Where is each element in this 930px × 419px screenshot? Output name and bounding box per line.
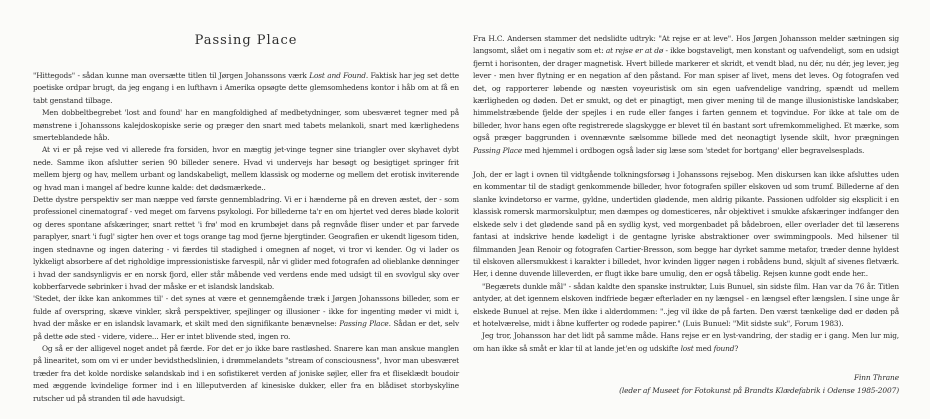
paragraph [473, 169, 899, 281]
text-run: lost [680, 343, 694, 353]
text-run: ? [734, 343, 739, 353]
paragraph [473, 281, 899, 331]
text-run: - ikke bogstaveligt, men konstant og uafvendeligt, som en udsigt fjernt i horisonten, der drager magnetisk. Hvert billede markerer et skridt, et vendt blad, nu dér, nu dér, jeg lever, jeg lever - men hver flytning er en negation af den påstand. For man spiser af livet, mens det leves. Og fotografen ved det, og rapporterer løbende og næsten voyeuristisk om sin egen uafvendelige vandring, spændt ud mellem kærligheden og døden. Det er smukt, og det er pinagtigt, men giver mening til de mange illusionistiske landskaber, himmelstræbende fjelde der spejles i en rude eller fanges i farten gennem et togvindue. For ikke at tale om de billeder, hvor hans egen ofte registrerede slagskygge er blevet til én bastant sort ufremkommelighed. Et mærke, som også præger baggrunden i ovennævnte sælsomme billede med det neonagtigt lysende skilt, hvor prægningen [473, 46, 899, 143]
text-run: Passing Place [473, 145, 523, 155]
text-run: found [713, 343, 735, 353]
right-page-column [473, 33, 899, 397]
paragraph [33, 343, 459, 405]
left-page-column [33, 33, 459, 405]
text-run: Passing Place [339, 319, 389, 329]
text-run: . Faktisk har jeg set dette poetiske ordpar brugt, da jeg engang i en lufthavn i Amerika opsøgte dette glemsomhedens kontor i håb om at få en tabt genstand tilbage. [33, 71, 459, 105]
paragraph [33, 107, 459, 144]
paragraph [33, 144, 459, 194]
text-run: . Sådan er det, selv på dette øde sted - videre, videre... Her er intet blivende sted, ingen ro. [33, 319, 459, 341]
signature-name: Finn Thrane [853, 373, 899, 383]
text-run: Men dobbeltbegrebet 'lost and found' har en mangfoldighed af medbetydninger, som ubesværet tegner med på mønstrene i Johanssons kalejdoskopiske serie og præger den snart med tabets melankoli, snart med kærlighedens smerteblandede håb. [33, 108, 459, 143]
text-run: Jeg tror, Johansson har det lidt på samme måde. Hans rejse er en lyst-vandring, der stadig er i gang. Men lur mig, om han ikke så småt er klar til at lande jet'en og udskifte [473, 331, 899, 353]
signature-role: (leder af Museet for Fotokunst på Brandts Klædefabrik i Odense 1985-2007) [619, 386, 899, 396]
text-run: Lost and Found [309, 71, 366, 80]
text-run: med [693, 343, 714, 353]
text-run: At vi er på rejse ved vi allerede fra forsiden, hvor en mægtig jet-vinge tegner sine triangler over skyhavet dybt nede. Samme ikon afslutter serien 90 billeder senere. Hvad vi undervejs har besøgt og besigtiget springer frit mellem bjerg og hav, mellem urbant og landskabeligt, mellem klassisk og moderne og mellem det erotisk inviterende og hvad man i mangel af bedre kunne kalde: det dødsmærkede.. [33, 145, 459, 192]
text-run: "Hittegods" - sådan kunne man oversætte titlen til Jørgen Johanssons værk [33, 71, 310, 80]
text-run: "Begærets dunkle mål" - sådan kaldte den spanske instruktør, Luis Bunuel, sin sidste film. Han var da 76 år. Titlen antyder, at det igennem elskoven indfriede begær efterlader en ny længsel - en længsel efter længslen. I sine unge år elskede Bunuel at rejse. Men ikke i alderdommen: "..jeg vil ikke dø på farten. Den værst tænkelige død er døden på et hotelværelse, midt i åbne kufferter og rodede papirer." (Luis Bunuel: "Mit sidste suk", Forum 1983). [473, 281, 899, 328]
paragraph [473, 33, 899, 157]
signature-block [473, 371, 899, 397]
paragraph [33, 70, 459, 107]
text-run: Fra H.C. Andersen stammer det nedslidte udtryk: "At rejse er at leve". Hos Jørgen Johansson melder sætningen sig langsomt, slået om i negativ som et: [473, 34, 899, 56]
text-run: Joh, der er lagt i ovnen til vidtgående tolkningsforsøg i Johanssons rejsebog. Men diskursen kan ikke afsluttes uden en kommentar til de stadigt genkommende billeder, hvor fotografen spiller elskoven ud som trumf. Billederne af den slanke kvindetorso er varme, gyldne, undertiden glødende, men aldrig pikante. Passionen udfolder sig eksplicit i en klassisk romersk marmorskulptur, men dæmpes og domesticeres, når objektivet i smukke afskæringer indfanger den elskede selv i det glødende sand på en sydlig kyst, ved morgenbadet på bådebroen, eller overlader det til læserens fantasi at indskrive hende kødeligt i de gentagne lyriske abstraktioner over swimmingpools. Med hilsener til filmmanden Jean Renoir og fotografen Cartier-Bresson, som begge har dyrket samme metafor, træder denne hyldest til elskoven allersmukkest i karakter i billedet, hvor kvinden ligger nøgen i robådens bund, skjult af sivenes fletværk. Her, i denne duvende lilleverden, er flugt ikke bare umulig, den er også tåbelig. Rejsen kunne godt ende her.. [473, 170, 899, 279]
text-run: at rejse er at dø [605, 46, 664, 56]
page-title: Passing Place [194, 33, 298, 48]
text-run: Dette dystre perspektiv ser man næppe ved første gennembladring. Vi er i hænderne på en dreven æstet, der - som professionel cinematograf - ved meget om farvens psykologi. For billederne ta'r en om hjertet ved deres bløde kolorit og deres spontane afskæringer, snart rettet 'i frø' mod en krumbøjet dans på regnvåde fliser under et par farvede paraplyer, snart 'i fugl' sigter hen over et togs orange tag mod fjerne bjergtinder. Geografien er ukendt ligesom tiden, ingen stednavne og ingen datering - vi færdes til stadighed i omegnen af noget, vi tror vi kender. Og vi lader os lykkeligt absorbere af det righoldige impressionistiske farvespil, når vi glider med fotografen ad olieblanke dønninger i hvad der sandsynligvis er en norsk fjord, eller står måbende ved verdens ende med udsigt til en svovlgul sky over kobberfarvede søbrinker i hvad der måske er et islandsk landskab. [33, 195, 459, 291]
text-run: 'Stedet, der ikke kan ankommes til' - det synes at være et gennemgående træk i Jørgen Johanssons billeder, som er fulde af overspring, skæve vinkler, skrå perspektiver, spejlinger og illusioner - ikke for ingenting møder vi midt i, hvad der måske er en islandsk lavamark, et skilt med den signifikante benævnelse: [33, 294, 459, 329]
paragraph [473, 330, 899, 355]
text-run: med hjemmel i ordbogen også lader sig læse som 'stedet for bortgang' eller begravelsesplads. [522, 145, 865, 155]
paragraph [33, 194, 459, 293]
paragraph [33, 293, 459, 343]
text-run: Og så er der alligevel noget andet på færde. For det er jo ikke bare rastløshed. Snarere kan man anskue manglen på linearitet, som om vi er under bevidsthedslinien, i drømmelandets "stream of consciousness", hvor man ubesværet træder fra det kolde nordiske sølandskab ind i en sofistikeret verden af joniske søjler, eller fra et fliseklædt boudoir med æggende kvindelige former ind i en lilleputverden af kinesiske dukker, eller fra en blådiset storbyskyline rutscher ud på stranden til øde havudsigt. [33, 343, 459, 403]
